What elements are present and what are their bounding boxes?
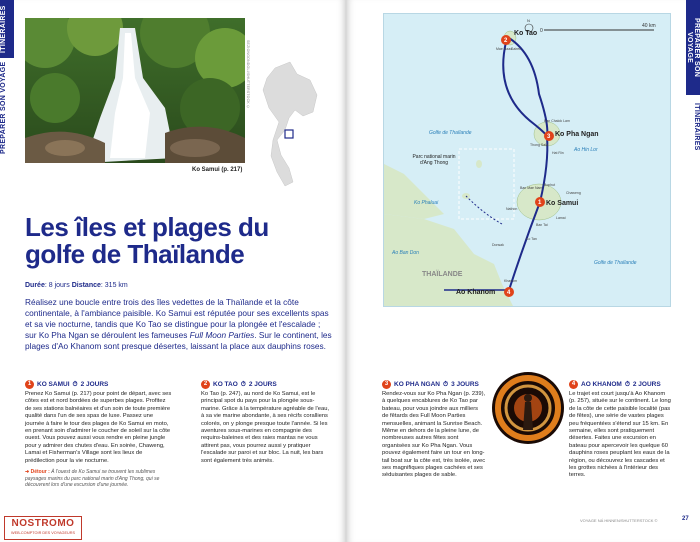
step-text: Rendez-vous sur Ko Pha Ngan (p. 239), à quelques encablures de Ko Tao par bateau, pour vous joindre aux milliers de fêtards des Full Moon Parties mensuelles, animant la Sunrise Beach. Même en dehors de la pleine lune, de nombreuses autres fêtes sont organisées sur Ko Pha Ngan. Vous pouvez également faire un tour en long-tail boat sur la côte est, très isolée, avec ses magnifiques plages cachées et ses séduisantes plages de sable.: [382, 391, 486, 479]
distance-value: : 315 km: [100, 282, 128, 289]
label-thong-sala: Thong Sala: [530, 143, 548, 147]
label-golfe-south: Golfe de Thaïlande: [594, 260, 637, 266]
label-ban-tai: Ban Tai: [536, 223, 548, 227]
label-ko-tan: Ko Tan: [526, 237, 537, 241]
distance-label: Distance: [71, 282, 101, 289]
step-number: 2: [201, 380, 210, 389]
step-number: 1: [25, 380, 34, 389]
waterfall-photo: [25, 18, 245, 163]
photo-caption: Ko Samui (p. 217): [192, 167, 243, 173]
clock-icon: ⏱: [72, 380, 78, 388]
label-khanom: Khanom: [504, 279, 518, 283]
intro-italic: Full Moon Parties: [189, 330, 255, 340]
nostromo-logo: NOSTROMO WEB-COMPTOIR DES VOYAGEURS: [4, 516, 82, 540]
route-line: [503, 42, 547, 136]
label-parc-national: Parc national marin d'Ang Thong: [412, 154, 456, 166]
label-chaweng: Chaweng: [566, 191, 581, 195]
detour-arrow-icon: ➜: [25, 469, 30, 476]
label-hat-rin: Hat Rin: [552, 151, 564, 155]
detour-text: À l'ouest de Ko Samui se trouvent les sublimes paysages marins du parc national marin d'Ang Thong, qui se découvrent lors d'une excursion d'une journée.: [25, 469, 160, 489]
page-title: Les îles et plages du golfe de Thaïlande: [25, 212, 269, 269]
label-ao-ban-don: Ao Ban Don: [392, 250, 419, 256]
step-place: KO PHA NGAN: [394, 380, 440, 388]
intro-text: Réalisez une boucle entre trois des îles vedettes de la Thaïlande et la côte continentale, à l'ambiance paisible. Ko Samui est réputée pour ses excellents spas et sa vie nocturne, tandis que Ko Tao se distingue pour la plongée et l'escalade ; sur Ko Pha Ngan se déroulent les fameuses: [25, 297, 329, 340]
label-ao-khanom: Ao Khanom: [456, 289, 496, 296]
step-text: Ko Tao (p. 247), au nord de Ko Samui, est le principal spot du pays pour la plongée sous-marine. Grâce à la température agréable de l'eau, à sa vie marine abondante, à ses récifs coralliens colorés, on y plonge presque toute l'année. Si les aventures sous-marines en compagnie des requins-baleines et des raies mantas ne vous attirent pas, vous pourrez aussi y pratiquer l'escalade sur paroi et sur bloc. La nuit, les bars sont également très animés.: [201, 391, 330, 464]
intro-paragraph: [25, 297, 333, 352]
detour-label: Détour :: [30, 469, 50, 476]
marker-number: 4: [507, 290, 511, 296]
step-days: 2 JOURS: [80, 380, 109, 388]
clock-icon: ⏱: [442, 380, 449, 388]
route-line: [509, 38, 547, 136]
prep-tab: PRÉPARER SON VOYAGE: [0, 61, 7, 154]
clock-icon: ⏱: [624, 380, 630, 388]
clock-icon: ⏱: [240, 380, 246, 388]
left-page: [0, 0, 345, 542]
step-number: 3: [382, 380, 391, 389]
scale-zero: 0: [540, 28, 543, 34]
step-days: 2 JOURS: [248, 380, 277, 388]
marker-number: 1: [538, 200, 542, 206]
scale-40km: 40 km: [642, 23, 656, 29]
label-bophut: Bophut: [544, 183, 556, 187]
footer-credit: VOYAGE NÁ HINNEN/SHUTTERSTOCK ©: [580, 518, 658, 523]
label-ko-tao: Ko Tao: [514, 30, 538, 37]
trip-meta: [25, 282, 128, 289]
photo-credit: SEZIONGONDOLI/SHUTTERSTOCK ©: [246, 40, 250, 110]
locator-box: [285, 130, 293, 138]
mainland-north: [384, 164, 444, 219]
label-sairee: Sairee: [511, 47, 522, 51]
label-ao-hin-lor: Ao Hin Lor: [574, 147, 598, 153]
label-golfe-north: Golfe de Thaïlande: [429, 130, 472, 136]
step-3: [382, 380, 486, 480]
label-thailande: THAÏLANDE: [422, 271, 463, 278]
page-number: 27: [682, 516, 689, 522]
route-map: [383, 13, 671, 307]
duration-value: : 8 jours: [44, 282, 70, 289]
label-ko-samui: Ko Samui: [546, 200, 579, 207]
label-ko-phaluai: Ko Phaluai: [414, 200, 439, 206]
ferry-line: [466, 196, 502, 224]
label-donsak: Donsak: [492, 243, 504, 247]
label-ban-chalok-lam: Ban Chalok Lam: [544, 119, 570, 123]
prep-tab: PRÉPARER SON VOYAGE: [686, 0, 700, 95]
duration-label: Durée: [25, 282, 45, 289]
step-number: 4: [569, 380, 578, 389]
islet: [476, 160, 482, 168]
label-ban-mae-nam: Ban Mae Nam: [520, 186, 543, 190]
label-ko-pha-ngan: Ko Pha Ngan: [555, 131, 599, 138]
step-days: 3 JOURS: [451, 380, 479, 388]
step-days: 2 JOURS: [632, 380, 661, 388]
north-label: N: [527, 18, 530, 23]
step-2: [201, 380, 333, 465]
intro-text-end: . Sur le continent, les plages d'Ao Khanom sont presque désertes, laissant la place aux dauphins roses.: [25, 330, 332, 351]
step-place: KO TAO: [213, 380, 238, 388]
label-nathon: Nathon: [506, 207, 518, 211]
marker-number: 3: [547, 134, 551, 140]
marker-number: 2: [504, 38, 508, 44]
label-lamai: Lamai: [556, 216, 566, 220]
thailand-locator-map: [255, 60, 325, 190]
fire-dancer-photo: [492, 372, 564, 444]
step-1: [25, 380, 173, 489]
step-4: [569, 380, 673, 480]
step-place: KO SAMUI: [37, 380, 70, 388]
label-mae-haad: Mae Haad: [496, 47, 513, 51]
detour-note: [25, 469, 173, 489]
section-tab: ITINÉRAIRES: [693, 103, 700, 151]
step-text: Le trajet est court jusqu'à Ao Khanom (p. 257), située sur le continent. Le long de la côte de cette paisible localité (pas de fêtes), une série de vastes plages peu fréquentées s'étend sur 15 km. En semaine, elles sont pratiquement désertes. Faites une excursion en bateau pour apercevoir les quelque 60 dauphins roses peuplant les eaux de la région, ou découvrez les cascades et les grottes nichées à l'intérieur des terres.: [569, 391, 671, 479]
step-place: AO KHANOM: [581, 380, 622, 388]
section-tab: ITINÉRAIRES: [0, 0, 14, 58]
step-text: Prenez Ko Samui (p. 217) pour point de départ, avec ses côtes est et nord bordées de superbes plages. Profitez de ses stations balnéaires et d'un soin de toute première qualité dans l'un de ses spas de luxe. Passez une journée à faire le tour des plages de Ko Samui en moto, en prenant soin d'admirer le coucher de soleil sur la côte ouest. Vous pouvez aussi vous rendre en pleine jungle pour y admirer des chutes d'eau. En soirée, Chaweng, Lamai et Fisherman's Village sont les lieux de prédilection pour la vie nocturne.: [25, 391, 172, 464]
